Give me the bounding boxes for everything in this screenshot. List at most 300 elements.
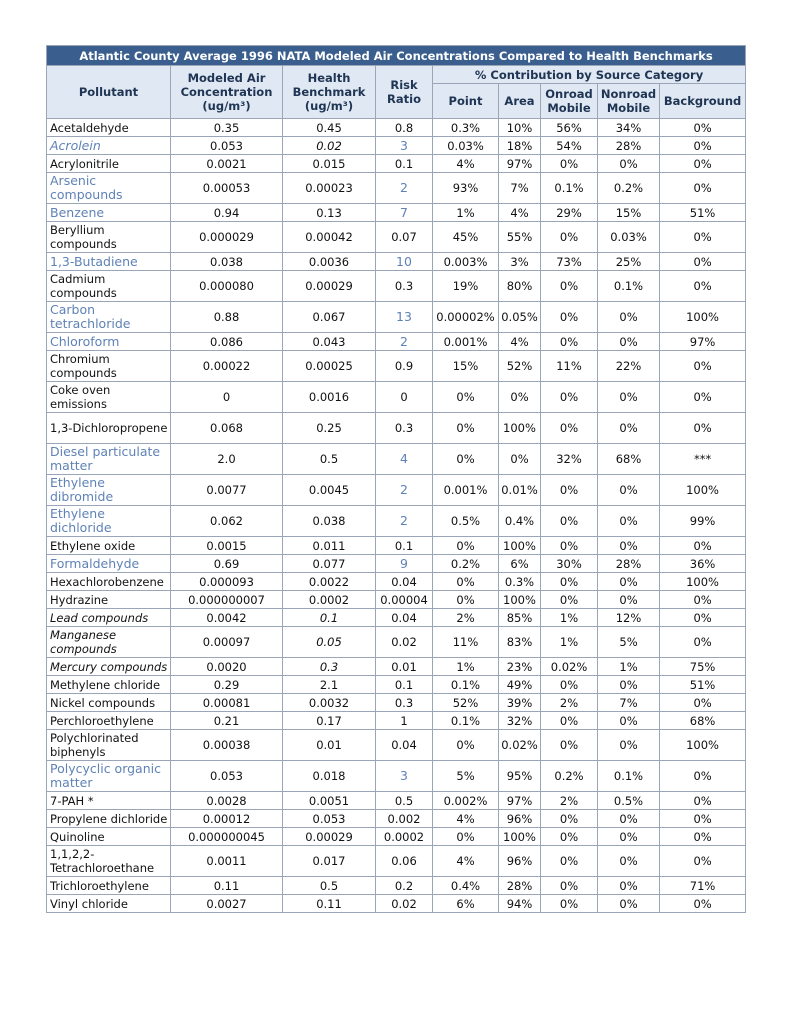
cell-background: 97% bbox=[660, 333, 746, 351]
cell-nonroad: 0.5% bbox=[598, 792, 660, 810]
cell-onroad: 0% bbox=[541, 846, 598, 877]
header-contribution: % Contribution by Source Category bbox=[433, 66, 746, 84]
table-row bbox=[47, 475, 746, 506]
cell-modeled: 0.0015 bbox=[171, 537, 283, 555]
cell-benchmark: 0.0036 bbox=[283, 253, 376, 271]
cell-point: 0% bbox=[433, 828, 499, 846]
cell-pollutant: Acetaldehyde bbox=[47, 119, 171, 137]
cell-risk: 0.04 bbox=[376, 609, 433, 627]
cell-pollutant: Methylene chloride bbox=[47, 676, 171, 694]
cell-onroad: 56% bbox=[541, 119, 598, 137]
cell-benchmark: 0.015 bbox=[283, 155, 376, 173]
table-row bbox=[47, 413, 746, 444]
cell-modeled: 0.0042 bbox=[171, 609, 283, 627]
cell-background: 0% bbox=[660, 591, 746, 609]
cell-nonroad: 0% bbox=[598, 828, 660, 846]
cell-nonroad: 0% bbox=[598, 591, 660, 609]
cell-pollutant: Ethylene oxide bbox=[47, 537, 171, 555]
cell-onroad: 0% bbox=[541, 413, 598, 444]
cell-background: 71% bbox=[660, 877, 746, 895]
cell-pollutant: Propylene dichloride bbox=[47, 810, 171, 828]
cell-point: 11% bbox=[433, 627, 499, 658]
cell-background: 0% bbox=[660, 119, 746, 137]
cell-area: 0.05% bbox=[499, 302, 541, 333]
table-row bbox=[47, 204, 746, 222]
cell-modeled: 0.11 bbox=[171, 877, 283, 895]
cell-benchmark: 0.077 bbox=[283, 555, 376, 573]
cell-risk: 0.04 bbox=[376, 730, 433, 761]
cell-pollutant: Perchloroethylene bbox=[47, 712, 171, 730]
cell-benchmark: 0.01 bbox=[283, 730, 376, 761]
cell-nonroad: 28% bbox=[598, 137, 660, 155]
cell-nonroad: 0% bbox=[598, 810, 660, 828]
cell-background: 0% bbox=[660, 137, 746, 155]
table-row bbox=[47, 895, 746, 913]
cell-background: 75% bbox=[660, 658, 746, 676]
cell-background: 0% bbox=[660, 271, 746, 302]
cell-background: 0% bbox=[660, 828, 746, 846]
cell-area: 96% bbox=[499, 846, 541, 877]
cell-nonroad: 12% bbox=[598, 609, 660, 627]
cell-pollutant: Ethylene dichloride bbox=[47, 506, 171, 537]
cell-background: 0% bbox=[660, 810, 746, 828]
cell-nonroad: 0% bbox=[598, 506, 660, 537]
header-risk bbox=[376, 66, 433, 119]
cell-area: 0% bbox=[499, 444, 541, 475]
cell-pollutant: Cadmium compounds bbox=[47, 271, 171, 302]
cell-risk: 13 bbox=[376, 302, 433, 333]
cell-nonroad: 0% bbox=[598, 413, 660, 444]
header-modeled-line3: (ug/m³) bbox=[202, 99, 251, 113]
cell-modeled: 0.00022 bbox=[171, 351, 283, 382]
cell-background: 100% bbox=[660, 730, 746, 761]
cell-onroad: 0% bbox=[541, 591, 598, 609]
cell-point: 0.001% bbox=[433, 475, 499, 506]
cell-onroad: 0% bbox=[541, 302, 598, 333]
cell-area: 0.3% bbox=[499, 573, 541, 591]
cell-modeled: 0.00012 bbox=[171, 810, 283, 828]
cell-benchmark: 0.02 bbox=[283, 137, 376, 155]
cell-risk: 0.00004 bbox=[376, 591, 433, 609]
cell-background: 0% bbox=[660, 222, 746, 253]
cell-modeled: 0.086 bbox=[171, 333, 283, 351]
cell-background: 100% bbox=[660, 475, 746, 506]
cell-nonroad: 0% bbox=[598, 846, 660, 877]
cell-nonroad: 0% bbox=[598, 676, 660, 694]
cell-risk: 0.1 bbox=[376, 676, 433, 694]
cell-nonroad: 5% bbox=[598, 627, 660, 658]
cell-risk: 0.5 bbox=[376, 792, 433, 810]
cell-modeled: 0.0077 bbox=[171, 475, 283, 506]
table-row bbox=[47, 573, 746, 591]
cell-modeled: 0.000000007 bbox=[171, 591, 283, 609]
cell-benchmark: 0.00025 bbox=[283, 351, 376, 382]
header-onroad-line2: Mobile bbox=[547, 101, 591, 115]
cell-area: 100% bbox=[499, 591, 541, 609]
cell-modeled: 0.88 bbox=[171, 302, 283, 333]
cell-point: 0.002% bbox=[433, 792, 499, 810]
table-row bbox=[47, 591, 746, 609]
header-benchmark-line2: Benchmark bbox=[292, 85, 366, 99]
cell-pollutant: Acrylonitrile bbox=[47, 155, 171, 173]
header-modeled bbox=[171, 66, 283, 119]
table-row bbox=[47, 351, 746, 382]
cell-risk: 2 bbox=[376, 173, 433, 204]
table-row bbox=[47, 537, 746, 555]
table-row bbox=[47, 173, 746, 204]
table-row bbox=[47, 712, 746, 730]
table-row bbox=[47, 761, 746, 792]
table-row bbox=[47, 333, 746, 351]
cell-onroad: 0% bbox=[541, 895, 598, 913]
cell-area: 6% bbox=[499, 555, 541, 573]
cell-benchmark: 0.0045 bbox=[283, 475, 376, 506]
cell-area: 0.4% bbox=[499, 506, 541, 537]
cell-risk: 0.07 bbox=[376, 222, 433, 253]
cell-area: 97% bbox=[499, 792, 541, 810]
cell-pollutant: Nickel compounds bbox=[47, 694, 171, 712]
table-row bbox=[47, 155, 746, 173]
table-row bbox=[47, 137, 746, 155]
cell-benchmark: 0.0022 bbox=[283, 573, 376, 591]
cell-risk: 10 bbox=[376, 253, 433, 271]
cell-nonroad: 0% bbox=[598, 537, 660, 555]
cell-onroad: 0% bbox=[541, 271, 598, 302]
cell-background: 0% bbox=[660, 761, 746, 792]
cell-onroad: 32% bbox=[541, 444, 598, 475]
cell-point: 0.2% bbox=[433, 555, 499, 573]
cell-background: 0% bbox=[660, 413, 746, 444]
cell-modeled: 0.0027 bbox=[171, 895, 283, 913]
cell-modeled: 0.21 bbox=[171, 712, 283, 730]
cell-onroad: 0% bbox=[541, 712, 598, 730]
cell-modeled: 0.000029 bbox=[171, 222, 283, 253]
cell-risk: 0.8 bbox=[376, 119, 433, 137]
cell-risk: 9 bbox=[376, 555, 433, 573]
cell-benchmark: 0.011 bbox=[283, 537, 376, 555]
cell-nonroad: 0.1% bbox=[598, 271, 660, 302]
cell-onroad: 29% bbox=[541, 204, 598, 222]
cell-point: 0.3% bbox=[433, 119, 499, 137]
cell-modeled: 0.29 bbox=[171, 676, 283, 694]
cell-background: 51% bbox=[660, 204, 746, 222]
cell-area: 49% bbox=[499, 676, 541, 694]
header-risk-line2: Ratio bbox=[387, 92, 421, 106]
cell-point: 5% bbox=[433, 761, 499, 792]
cell-nonroad: 22% bbox=[598, 351, 660, 382]
cell-nonroad: 1% bbox=[598, 658, 660, 676]
cell-modeled: 0.038 bbox=[171, 253, 283, 271]
table-row bbox=[47, 444, 746, 475]
header-modeled-line2: Concentration bbox=[180, 85, 273, 99]
cell-nonroad: 68% bbox=[598, 444, 660, 475]
cell-area: 100% bbox=[499, 537, 541, 555]
cell-nonroad: 0% bbox=[598, 302, 660, 333]
table-row bbox=[47, 506, 746, 537]
cell-point: 0% bbox=[433, 537, 499, 555]
cell-pollutant: 1,3-Dichloropropene bbox=[47, 413, 171, 444]
cell-area: 0% bbox=[499, 382, 541, 413]
cell-onroad: 11% bbox=[541, 351, 598, 382]
cell-background: 0% bbox=[660, 173, 746, 204]
cell-area: 94% bbox=[499, 895, 541, 913]
cell-point: 0% bbox=[433, 573, 499, 591]
cell-risk: 0.2 bbox=[376, 877, 433, 895]
cell-pollutant: Chromium compounds bbox=[47, 351, 171, 382]
cell-pollutant: Diesel particulate matter bbox=[47, 444, 171, 475]
table-row bbox=[47, 676, 746, 694]
cell-risk: 2 bbox=[376, 333, 433, 351]
cell-area: 32% bbox=[499, 712, 541, 730]
cell-benchmark: 0.5 bbox=[283, 444, 376, 475]
cell-risk: 0 bbox=[376, 382, 433, 413]
cell-modeled: 0.0020 bbox=[171, 658, 283, 676]
cell-area: 18% bbox=[499, 137, 541, 155]
cell-point: 0.00002% bbox=[433, 302, 499, 333]
cell-onroad: 2% bbox=[541, 792, 598, 810]
header-area: Area bbox=[499, 84, 541, 119]
cell-area: 100% bbox=[499, 413, 541, 444]
table-row bbox=[47, 555, 746, 573]
cell-area: 97% bbox=[499, 155, 541, 173]
cell-area: 0.02% bbox=[499, 730, 541, 761]
cell-pollutant: Benzene bbox=[47, 204, 171, 222]
cell-pollutant: Carbon tetrachloride bbox=[47, 302, 171, 333]
table-row bbox=[47, 810, 746, 828]
cell-onroad: 0% bbox=[541, 828, 598, 846]
cell-modeled: 0.000093 bbox=[171, 573, 283, 591]
cell-area: 3% bbox=[499, 253, 541, 271]
cell-point: 52% bbox=[433, 694, 499, 712]
cell-point: 0% bbox=[433, 413, 499, 444]
cell-point: 93% bbox=[433, 173, 499, 204]
header-risk-line1: Risk bbox=[390, 78, 418, 92]
cell-area: 28% bbox=[499, 877, 541, 895]
cell-background: 0% bbox=[660, 694, 746, 712]
cell-onroad: 1% bbox=[541, 609, 598, 627]
cell-modeled: 0.068 bbox=[171, 413, 283, 444]
cell-modeled: 0.94 bbox=[171, 204, 283, 222]
table-row bbox=[47, 730, 746, 761]
cell-modeled: 0.0011 bbox=[171, 846, 283, 877]
cell-risk: 0.02 bbox=[376, 895, 433, 913]
cell-point: 0.003% bbox=[433, 253, 499, 271]
cell-point: 0% bbox=[433, 444, 499, 475]
cell-background: 99% bbox=[660, 506, 746, 537]
cell-benchmark: 0.00029 bbox=[283, 271, 376, 302]
cell-benchmark: 0.053 bbox=[283, 810, 376, 828]
cell-onroad: 0% bbox=[541, 810, 598, 828]
header-benchmark-line3: (ug/m³) bbox=[304, 99, 354, 113]
table-row bbox=[47, 792, 746, 810]
cell-point: 4% bbox=[433, 846, 499, 877]
table-row bbox=[47, 271, 746, 302]
header-background: Background bbox=[660, 84, 746, 119]
cell-area: 10% bbox=[499, 119, 541, 137]
header-nonroad-line2: Mobile bbox=[606, 101, 651, 115]
cell-modeled: 0.00097 bbox=[171, 627, 283, 658]
cell-modeled: 0.053 bbox=[171, 761, 283, 792]
cell-onroad: 0.1% bbox=[541, 173, 598, 204]
cell-nonroad: 34% bbox=[598, 119, 660, 137]
cell-onroad: 0% bbox=[541, 877, 598, 895]
cell-modeled: 0.0028 bbox=[171, 792, 283, 810]
cell-risk: 3 bbox=[376, 761, 433, 792]
cell-onroad: 73% bbox=[541, 253, 598, 271]
cell-point: 0.1% bbox=[433, 676, 499, 694]
cell-nonroad: 15% bbox=[598, 204, 660, 222]
cell-benchmark: 0.0051 bbox=[283, 792, 376, 810]
cell-pollutant: Hydrazine bbox=[47, 591, 171, 609]
cell-onroad: 0% bbox=[541, 382, 598, 413]
cell-onroad: 0.2% bbox=[541, 761, 598, 792]
cell-background: 36% bbox=[660, 555, 746, 573]
cell-modeled: 0.0021 bbox=[171, 155, 283, 173]
cell-background: 100% bbox=[660, 302, 746, 333]
cell-risk: 3 bbox=[376, 137, 433, 155]
cell-pollutant: Trichloroethylene bbox=[47, 877, 171, 895]
cell-risk: 0.3 bbox=[376, 413, 433, 444]
cell-pollutant: Vinyl chloride bbox=[47, 895, 171, 913]
cell-nonroad: 0.03% bbox=[598, 222, 660, 253]
cell-background: 0% bbox=[660, 382, 746, 413]
cell-background: 0% bbox=[660, 846, 746, 877]
cell-area: 0.01% bbox=[499, 475, 541, 506]
cell-benchmark: 0.1 bbox=[283, 609, 376, 627]
cell-point: 0% bbox=[433, 730, 499, 761]
cell-onroad: 0.02% bbox=[541, 658, 598, 676]
cell-benchmark: 2.1 bbox=[283, 676, 376, 694]
cell-area: 4% bbox=[499, 333, 541, 351]
cell-onroad: 0% bbox=[541, 222, 598, 253]
cell-background: 0% bbox=[660, 792, 746, 810]
cell-risk: 0.1 bbox=[376, 537, 433, 555]
cell-risk: 1 bbox=[376, 712, 433, 730]
table-title: Atlantic County Average 1996 NATA Modeled Air Concentrations Compared to Health Benchmarks bbox=[47, 46, 746, 66]
cell-benchmark: 0.17 bbox=[283, 712, 376, 730]
cell-onroad: 0% bbox=[541, 730, 598, 761]
cell-benchmark: 0.00042 bbox=[283, 222, 376, 253]
cell-background: 0% bbox=[660, 537, 746, 555]
cell-benchmark: 0.11 bbox=[283, 895, 376, 913]
table-row bbox=[47, 302, 746, 333]
cell-background: 100% bbox=[660, 573, 746, 591]
cell-point: 0.5% bbox=[433, 506, 499, 537]
cell-nonroad: 28% bbox=[598, 555, 660, 573]
cell-area: 7% bbox=[499, 173, 541, 204]
table-row bbox=[47, 253, 746, 271]
cell-risk: 0.3 bbox=[376, 694, 433, 712]
cell-benchmark: 0.00023 bbox=[283, 173, 376, 204]
table-row bbox=[47, 627, 746, 658]
table-row bbox=[47, 382, 746, 413]
cell-onroad: 0% bbox=[541, 506, 598, 537]
table-row bbox=[47, 828, 746, 846]
cell-background: 68% bbox=[660, 712, 746, 730]
table-row bbox=[47, 658, 746, 676]
cell-benchmark: 0.13 bbox=[283, 204, 376, 222]
cell-benchmark: 0.0032 bbox=[283, 694, 376, 712]
table-row bbox=[47, 222, 746, 253]
header-pollutant: Pollutant bbox=[47, 66, 171, 119]
table-row bbox=[47, 609, 746, 627]
cell-modeled: 0.000080 bbox=[171, 271, 283, 302]
cell-benchmark: 0.018 bbox=[283, 761, 376, 792]
cell-pollutant: Polycyclic organic matter bbox=[47, 761, 171, 792]
cell-pollutant: Manganese compounds bbox=[47, 627, 171, 658]
cell-point: 4% bbox=[433, 810, 499, 828]
cell-benchmark: 0.038 bbox=[283, 506, 376, 537]
benchmarks-table bbox=[46, 45, 746, 913]
cell-benchmark: 0.45 bbox=[283, 119, 376, 137]
cell-area: 83% bbox=[499, 627, 541, 658]
cell-point: 2% bbox=[433, 609, 499, 627]
cell-modeled: 0.062 bbox=[171, 506, 283, 537]
cell-point: 45% bbox=[433, 222, 499, 253]
table-row bbox=[47, 694, 746, 712]
cell-modeled: 0.00081 bbox=[171, 694, 283, 712]
cell-risk: 0.0002 bbox=[376, 828, 433, 846]
table-body bbox=[47, 119, 746, 913]
cell-benchmark: 0.05 bbox=[283, 627, 376, 658]
header-benchmark bbox=[283, 66, 376, 119]
cell-point: 6% bbox=[433, 895, 499, 913]
cell-nonroad: 0% bbox=[598, 877, 660, 895]
cell-nonroad: 0% bbox=[598, 333, 660, 351]
cell-benchmark: 0.017 bbox=[283, 846, 376, 877]
cell-nonroad: 0% bbox=[598, 475, 660, 506]
cell-nonroad: 0.2% bbox=[598, 173, 660, 204]
header-modeled-line1: Modeled Air bbox=[187, 71, 266, 85]
cell-nonroad: 0% bbox=[598, 573, 660, 591]
cell-area: 100% bbox=[499, 828, 541, 846]
cell-risk: 0.06 bbox=[376, 846, 433, 877]
cell-point: 1% bbox=[433, 204, 499, 222]
table-row bbox=[47, 877, 746, 895]
cell-point: 0.1% bbox=[433, 712, 499, 730]
cell-pollutant: Hexachlorobenzene bbox=[47, 573, 171, 591]
cell-onroad: 54% bbox=[541, 137, 598, 155]
cell-benchmark: 0.25 bbox=[283, 413, 376, 444]
cell-benchmark: 0.067 bbox=[283, 302, 376, 333]
header-benchmark-line1: Health bbox=[307, 71, 351, 85]
cell-background: 0% bbox=[660, 609, 746, 627]
cell-pollutant: Formaldehyde bbox=[47, 555, 171, 573]
cell-background: 51% bbox=[660, 676, 746, 694]
cell-risk: 0.02 bbox=[376, 627, 433, 658]
cell-modeled: 0.69 bbox=[171, 555, 283, 573]
cell-pollutant: Beryllium compounds bbox=[47, 222, 171, 253]
cell-area: 52% bbox=[499, 351, 541, 382]
cell-risk: 0.002 bbox=[376, 810, 433, 828]
cell-onroad: 0% bbox=[541, 155, 598, 173]
cell-pollutant: Polychlorinated biphenyls bbox=[47, 730, 171, 761]
cell-benchmark: 0.3 bbox=[283, 658, 376, 676]
cell-benchmark: 0.5 bbox=[283, 877, 376, 895]
header-nonroad-line1: Nonroad bbox=[600, 87, 657, 101]
cell-point: 0% bbox=[433, 382, 499, 413]
cell-nonroad: 0% bbox=[598, 895, 660, 913]
header-onroad bbox=[541, 84, 598, 119]
cell-area: 95% bbox=[499, 761, 541, 792]
cell-background: 0% bbox=[660, 351, 746, 382]
cell-pollutant: 7-PAH * bbox=[47, 792, 171, 810]
cell-onroad: 1% bbox=[541, 627, 598, 658]
cell-onroad: 0% bbox=[541, 333, 598, 351]
cell-risk: 7 bbox=[376, 204, 433, 222]
cell-pollutant: Chloroform bbox=[47, 333, 171, 351]
cell-nonroad: 0% bbox=[598, 155, 660, 173]
